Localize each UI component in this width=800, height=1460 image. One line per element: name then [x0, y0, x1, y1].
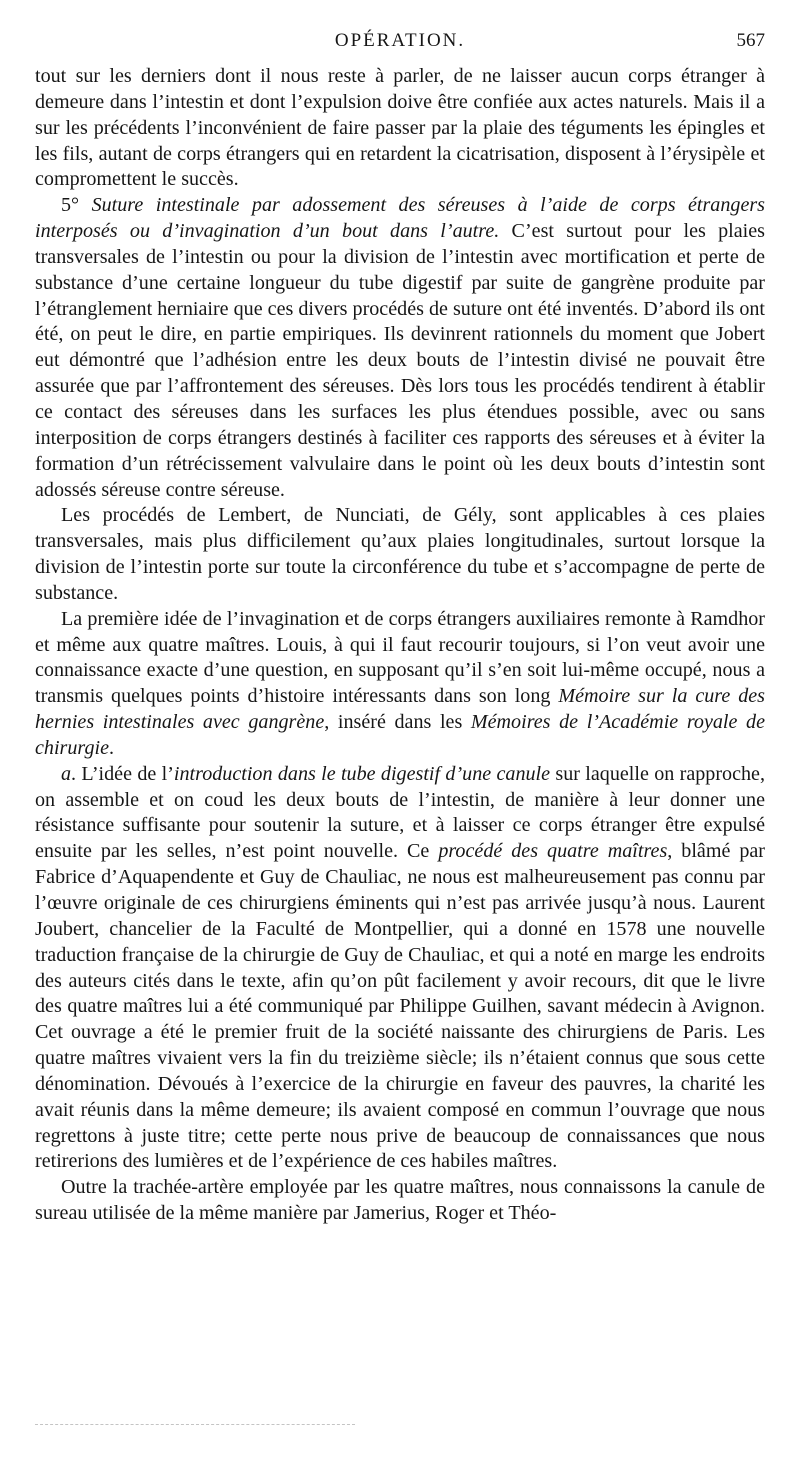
page-number: 567: [736, 30, 765, 51]
text-run: Outre la trachée-artère employée par les quatre maîtres, nous connaissons la canule de sureau utilisée de la même manière par Jamerius, Roger et Théo-: [35, 1176, 765, 1225]
text-run: La première idée de l’invagination et de corps étrangers auxiliaires remonte à Ramdhor et même aux quatre maîtres. Louis, à qui il faut recourir toujours, si l’on veut avoir une connaissance exacte d’une question, en supposant qu’il s’en soit lui-même occupé, nous a transmis quelques points d’histoire intéressants dans son long: [35, 607, 765, 708]
running-title: OPÉRATION.: [334, 30, 466, 51]
italic-text: procédé des quatre maîtres: [438, 840, 668, 863]
italic-text: a: [61, 762, 72, 785]
text-run: .: [109, 736, 115, 759]
paragraph: [35, 762, 765, 1176]
bottom-rule: [35, 1424, 355, 1425]
text-run: C’est surtout pour les plaies transversales de l’intestin ou pour la division de l’intestin avec mortification et perte de substance d’une certaine longueur du tube digestif par suite de gangrène produite par l’étranglement herniaire que ces divers procédés de suture ont été inventés. D’abord ils ont été, on peut le dire, en partie empiriques. Ils devinrent rationnels du moment que Jobert eut démontré que l’adhésion entre les deux bouts de l’intestin divisé ne pouvait être assurée que par l’affrontement des séreuses. Dès lors tous les procédés tendirent à établir ce contact des séreuses dans les surfaces les plus étendues possible, avec ou sans interposition de corps étrangers destinés à faciliter ces rapports des séreuses et à éviter la formation d’un rétrécissement valvulaire dans le point où les deux bouts d’intestin sont adossés séreuse contre séreuse.: [35, 220, 765, 501]
italic-text: Suture intestinale par adossement des séreuses à l’aide de corps étrangers interposés ou d’invagination d’un bout dans l’autre.: [35, 194, 765, 243]
paragraph: [35, 64, 765, 193]
italic-text: Mémoires de l’Académie royale de chirurgie: [35, 711, 765, 759]
text-run: , blâmé par Fabrice d’Aquapendente et Guy de Chauliac, ne nous est malheureusement pas connu par l’œuvre originale de ces chirurgiens éminents qui n’est pas arrivée jusqu’à nous. Laurent Joubert, chancelier de la Faculté de Montpellier, qui a donné en 1578 une nouvelle traduction française de la chirurgie de Guy de Chauliac, et qui a noté en marge les endroits des auteurs cités dans le texte, afin qu’on pût facilement y avoir recours, dit que le livre des quatre maîtres lui a été communiqué par Philippe Guilhen, savant médecin à Avignon. Cet ouvrage a été le premier fruit de la société naissante des chirurgiens de Paris. Les quatre maîtres vivaient vers la fin du treizième siècle; ils n’étaient connus que sous cette dénomination. Dévoués à l’exercice de la chirurgie en faveur des pauvres, la charité les avait réunis dans la même demeure; ils avaient composé en commun l’ouvrage que nous regrettons à juste titre; cette perte nous prive de beaucoup de connaissances que nous retirerions des lumières et de l’expérience de ces habiles maîtres.: [35, 840, 766, 1173]
text-run: Les procédés de Lembert, de Nunciati, de Gély, sont applicables à ces plaies transversales, mais plus difficilement qu’aux plaies longitudinales, surtout lorsque la division de l’intestin porte sur toute la circonférence du tube et s’accompagne de perte de substance.: [35, 504, 765, 604]
paragraph: [35, 607, 765, 762]
text-run: 5°: [61, 194, 92, 217]
text-run: . L’idée de l’: [71, 762, 174, 785]
text-run: , inséré dans les: [324, 711, 471, 734]
italic-text: Mémoire sur la cure des hernies intestinales avec gangrène: [35, 685, 765, 734]
paragraph: [35, 193, 765, 503]
text-run: tout sur les derniers dont il nous reste à parler, de ne laisser aucun corps étranger à demeure dans l’intestin et dont l’expulsion doive être confiée aux actes naturels. Mais il a sur les précédents l’inconvénient de faire passer par la plaie des téguments les épingles et les fils, autant de corps étrangers qui en retardent la cicatrisation, disposent à l’érysipèle et compromettent le succès.: [35, 65, 765, 191]
paragraph: [35, 1175, 765, 1227]
italic-text: introduction dans le tube digestif d’une canule: [173, 762, 551, 785]
body-text: [35, 64, 765, 1227]
page-header: [35, 30, 765, 60]
paragraph: [35, 503, 765, 606]
text-run: sur laquelle on rapproche, on assemble et on coud les deux bouts de l’intestin, de manière à leur donner une résistance suffisante pour soutenir la suture, et à laisser ce corps étranger être expulsé ensuite par les selles, n’est point nouvelle. Ce: [35, 762, 766, 863]
